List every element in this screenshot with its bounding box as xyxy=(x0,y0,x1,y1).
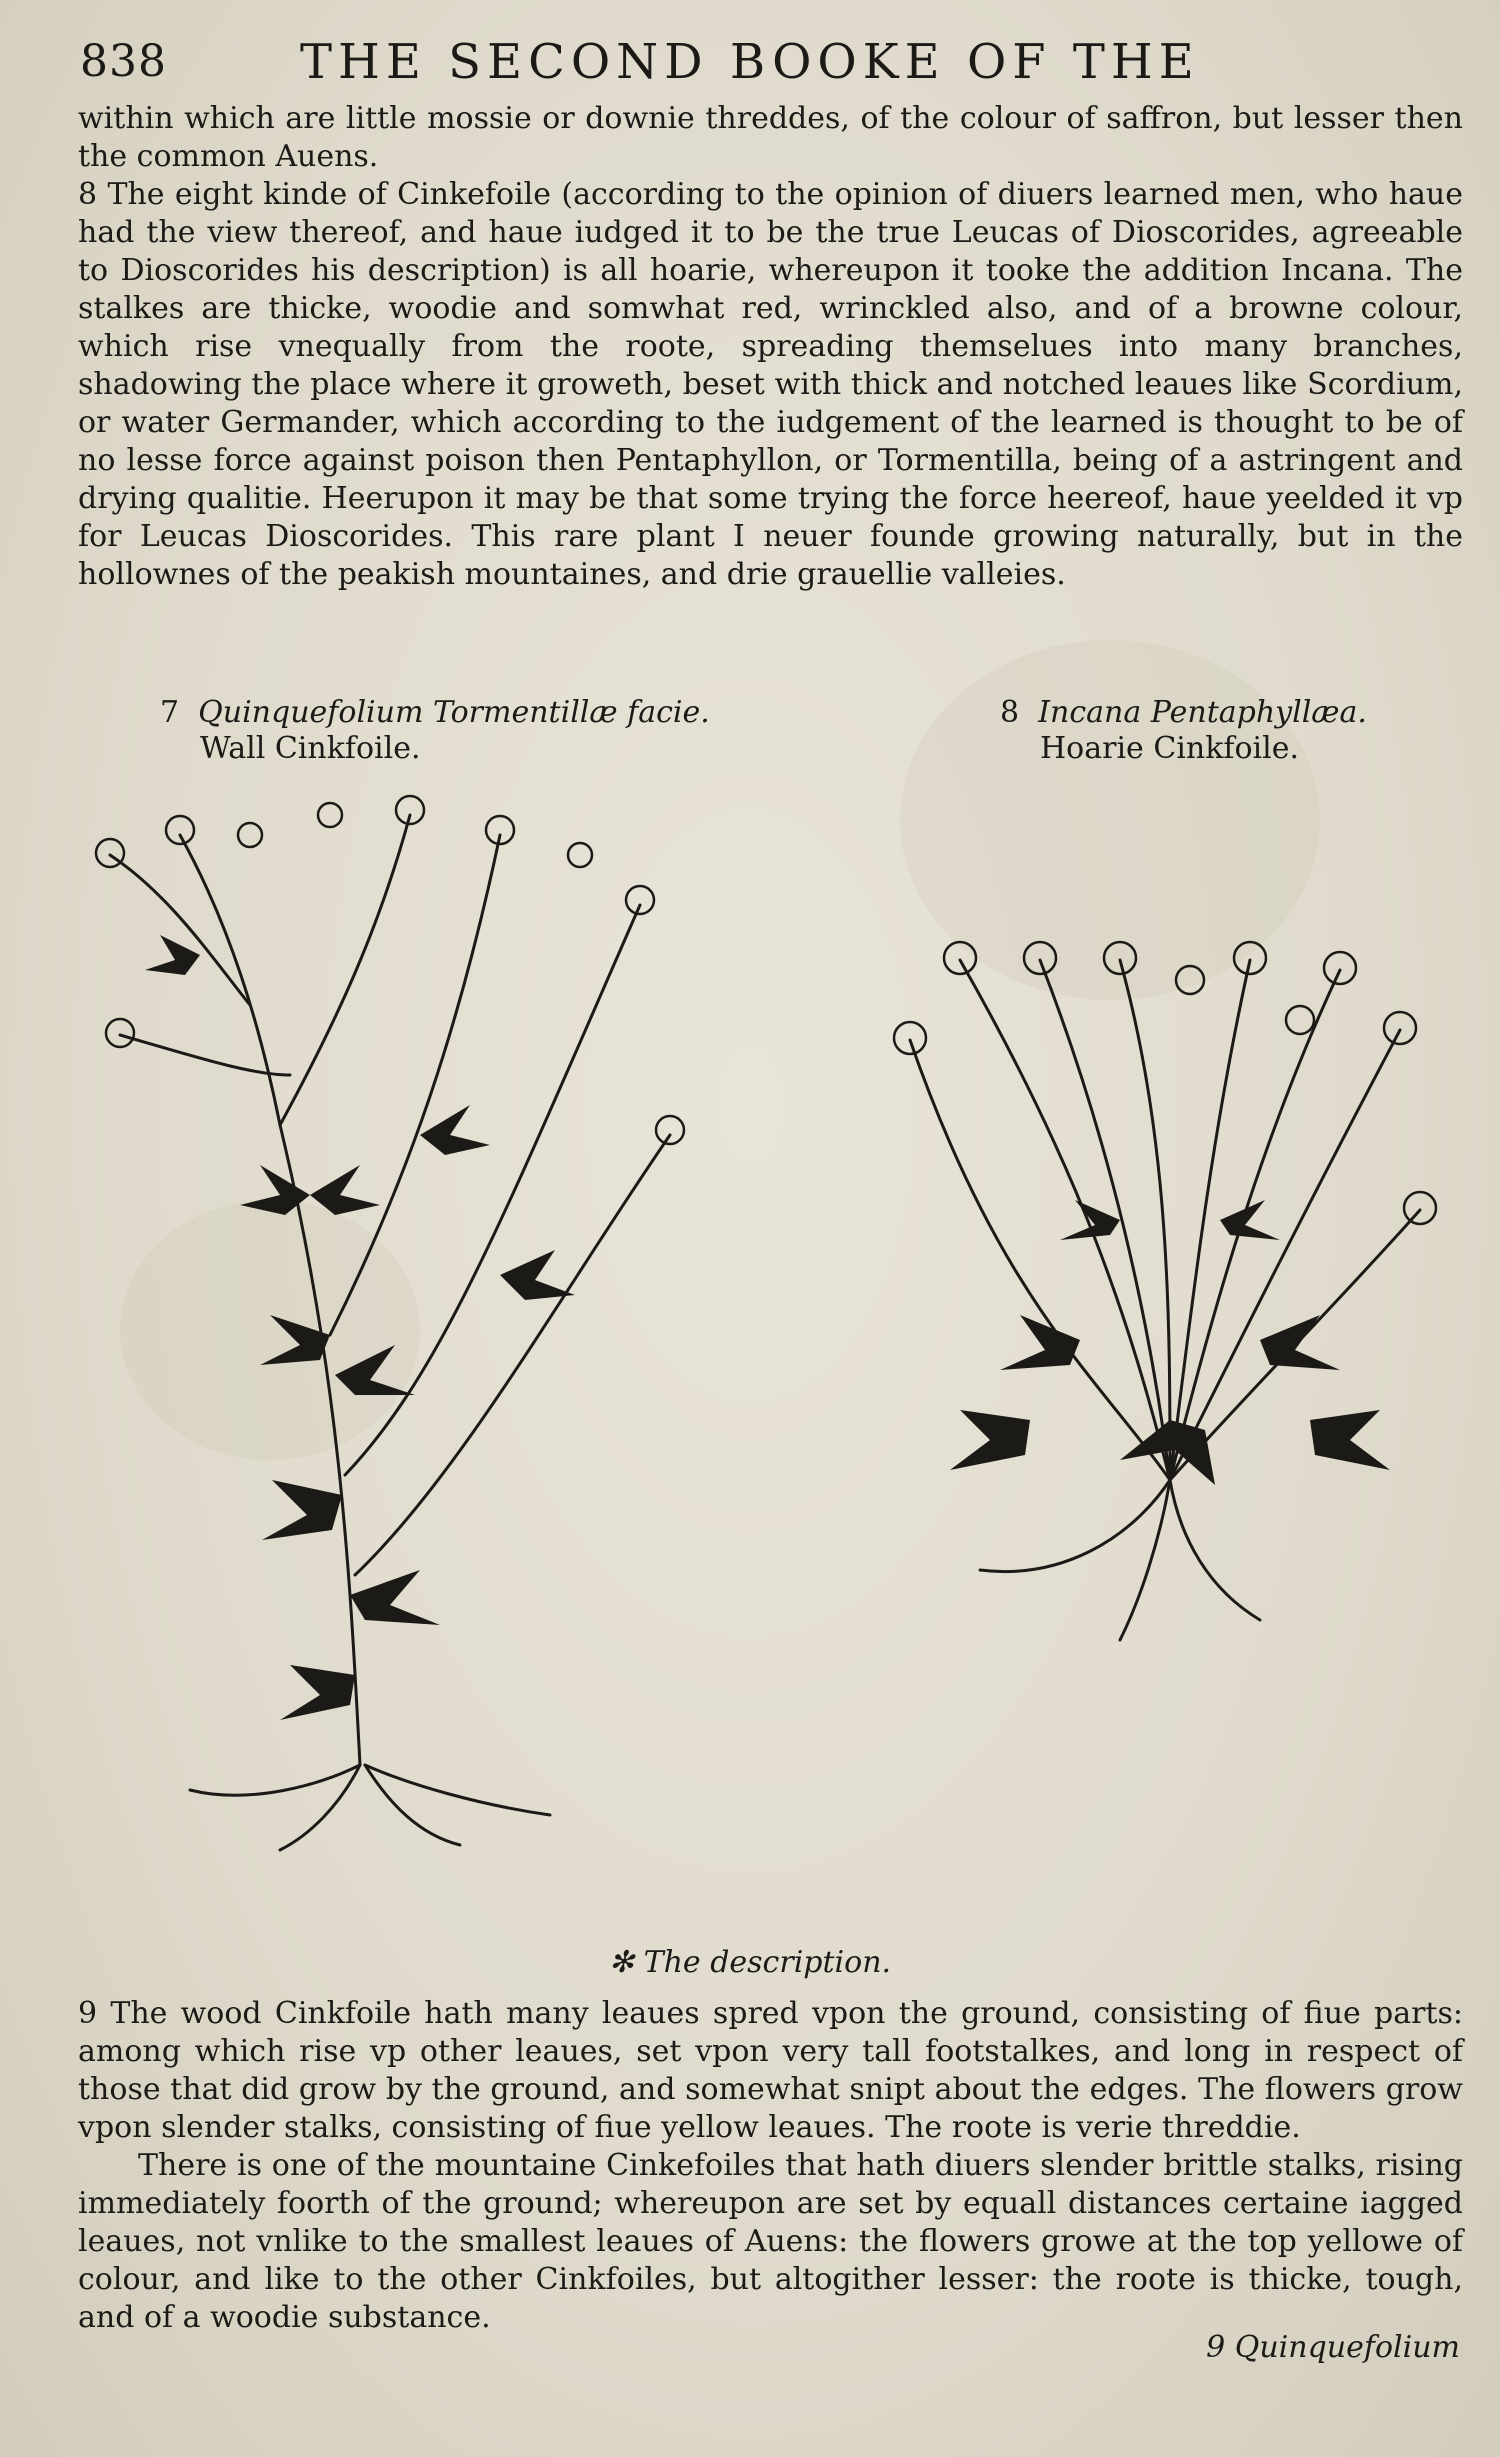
latin-name: Quinquefolium Tormentillæ facie. xyxy=(198,695,710,730)
english-name: Hoarie Cinkfoile. xyxy=(1040,731,1300,766)
top-text-block xyxy=(78,100,1463,594)
paragraph: There is one of the mountaine Cinkefoiles that hath diuers slender brittle stalks, rising immediately foorth of the ground; whereupon are set by equall distances certaine iagged leaues, not vnlike to the smallest leaues of Auens: the flowers growe at the top yellowe of colour, and like to the other Cinkfoiles, but altogither lesser: the roote is thicke, tough, and of a woodie substance. xyxy=(78,2148,1463,2335)
page-header xyxy=(80,30,1460,100)
figure-number: 7 xyxy=(160,695,180,730)
paragraph: 8 The eight kinde of Cinkefoile (according to the opinion of diuers learned men, who haue had the view thereof, and haue iudged it to be the true Leucas of Dioscorides, agreeable to Dioscorides his description) is all hoarie, whereupon it tooke the addition Incana. The stalkes are thicke, woodie and somwhat red, wrinckled also, and of a browne colour, which rise vnequally from the roote, spreading themselues into many branches, shadowing the place where it groweth, beset with thick and notched leaues like Scordium, or water Germander, which according to the iudgement of the learned is thought to be of no lesse force against poison then Pentaphyllon, or Tormentilla, being of a astringent and drying qualitie. Heerupon it may be that some trying the force heereof, haue yeelded it vp for Leucas Dioscorides. This rare plant I neuer founde growing naturally, but in the hollownes of the peakish mountaines, and drie grauellie valleies. xyxy=(78,177,1463,592)
page-number: 838 xyxy=(80,36,167,87)
catchword: 9 Quinquefolium xyxy=(1206,2330,1460,2365)
paragraph: within which are little mossie or downie threddes, of the colour of saffron, but lesser then the common Auens. xyxy=(78,101,1463,174)
description-heading: ✻ The description. xyxy=(608,1945,892,1980)
figure-number: 8 xyxy=(1000,695,1020,730)
english-name: Wall Cinkfoile. xyxy=(200,731,421,766)
figure-caption-8 xyxy=(1000,695,1367,767)
latin-name: Incana Pentaphyllæa. xyxy=(1038,695,1367,730)
running-title: THE SECOND BOOKE OF THE xyxy=(300,34,1200,90)
woodcut-wall-cinkfoile xyxy=(80,775,730,1855)
paragraph: 9 The wood Cinkfoile hath many leaues spred vpon the ground, consisting of fiue parts: among which rise vp other leaues, set vpon very tall footstalkes, and long in respect of those that did grow by the ground, and somewhat snipt about the edges. The flowers grow vpon slender stalks, consisting of fiue yellow leaues. The roote is verie threddie. xyxy=(78,1996,1463,2145)
figure-caption-7 xyxy=(160,695,710,767)
bottom-text-block xyxy=(78,1995,1463,2337)
woodcut-hoarie-cinkfoile xyxy=(880,920,1470,1650)
